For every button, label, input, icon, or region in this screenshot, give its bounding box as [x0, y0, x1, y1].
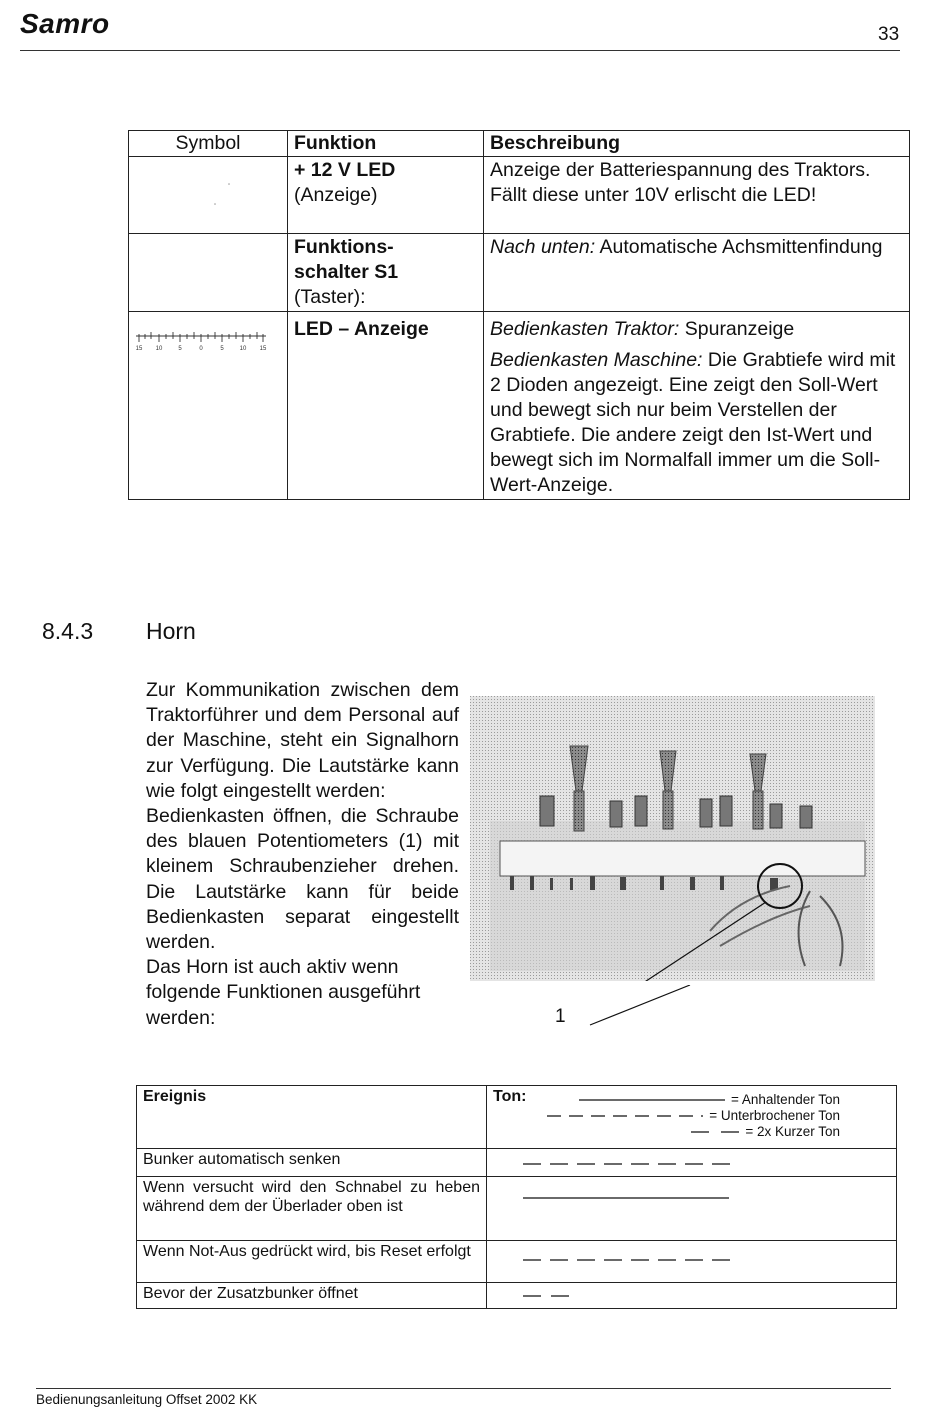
led-symbol-cell: [129, 157, 288, 234]
description-label: Bedienkasten Traktor:: [490, 318, 680, 340]
table-header-row: [129, 131, 910, 157]
event-cell: Wenn Not-Aus gedrückt wird, bis Reset erfolgt: [137, 1241, 487, 1283]
description-line: [490, 313, 903, 342]
brand-logo: Samro: [20, 8, 110, 39]
table-row: [137, 1149, 897, 1177]
tone-cell: [487, 1241, 897, 1283]
scale-label: 0: [199, 346, 203, 352]
footer-rule: [36, 1388, 891, 1389]
description-cell: Anzeige der Batteriespannung des Traktors. Fällt diese unter 10V erlischt die LED!: [484, 157, 910, 234]
legend-text: = 2x Kurzer Ton: [745, 1124, 840, 1139]
function-cell: [288, 157, 484, 234]
body-paragraph: Zur Kommunikation zwischen dem Traktorführer und dem Personal auf der Maschine, steht ein Signalhorn zur Verfügung. Die Lautstärke kann wie folgt eingestellt werden:: [146, 679, 459, 802]
legend-two-short: [545, 1124, 840, 1140]
function-subtitle: (Anzeige): [294, 184, 378, 206]
header-description: Beschreibung: [484, 131, 910, 157]
horn-event-table: [136, 1085, 897, 1309]
description-cell: [484, 234, 910, 312]
section-number: 8.4.3: [42, 618, 94, 644]
legend-continuous: [545, 1092, 840, 1108]
two-short-line-icon: [689, 1129, 741, 1135]
scale-label: 15: [135, 346, 143, 352]
interrupted-tone-icon: [493, 1242, 733, 1266]
tone-cell: [487, 1283, 897, 1309]
continuous-tone-icon: [493, 1178, 733, 1202]
event-cell: Bunker automatisch senken: [137, 1149, 487, 1177]
scale-label: 10: [239, 346, 247, 352]
table-row: [137, 1241, 897, 1283]
switch-symbol-cell: [129, 234, 288, 312]
table-row: [137, 1177, 897, 1241]
scale-label: 15: [259, 346, 267, 352]
header-event: Ereignis: [137, 1086, 487, 1149]
header-tone: [487, 1086, 897, 1149]
callout-number: 1: [555, 1006, 566, 1027]
function-title-cont: schalter S1: [294, 261, 399, 283]
continuous-line-icon: [577, 1097, 727, 1103]
two-short-tone-icon: [493, 1284, 733, 1302]
description-text: Spuranzeige: [679, 318, 795, 340]
led-icon: [135, 158, 255, 218]
header-symbol: Symbol: [129, 131, 288, 157]
description-label: Nach unten:: [490, 236, 596, 258]
description-cell: [484, 312, 910, 500]
table-header-row: [137, 1086, 897, 1149]
table-row: [129, 157, 910, 234]
description-text: Die Grabtiefe wird mit 2 Dioden angezeigt. Eine zeigt den Soll-Wert und bewegt sich nur beim Verstellen der Grabtiefe. Die andere zeigt den Ist-Wert und bewegt sich im Normalfall immer um die Soll-Wert-Anzeige.: [490, 349, 896, 496]
led-scale-icon: [131, 312, 271, 372]
tone-label: Ton:: [493, 1088, 527, 1105]
legend-interrupted: [545, 1108, 840, 1124]
symbol-table: [128, 130, 910, 500]
function-title: + 12 V LED: [294, 159, 396, 181]
description-paragraph: [490, 348, 903, 498]
interrupted-line-icon: [545, 1113, 705, 1119]
table-row: [129, 234, 910, 312]
table-row: [129, 312, 910, 500]
scale-symbol-cell: [129, 312, 288, 500]
page-number: 33: [878, 24, 900, 45]
scale-label: 5: [178, 346, 182, 352]
body-paragraph: Das Horn ist auch aktiv wenn folgende Funktionen ausgeführt werden:: [146, 956, 421, 1029]
scale-label: 10: [155, 346, 163, 352]
tone-cell: [487, 1149, 897, 1177]
event-cell: Wenn versucht wird den Schnabel zu heben während dem der Überlader oben ist: [137, 1177, 487, 1241]
function-title: LED – Anzeige: [294, 318, 429, 340]
function-subtitle: (Taster):: [294, 286, 366, 308]
description-label: Bedienkasten Maschine:: [490, 349, 703, 371]
footer-text: Bedienungsanleitung Offset 2002 KK: [36, 1392, 258, 1407]
table-row: [137, 1283, 897, 1309]
interrupted-tone-icon: [493, 1150, 733, 1170]
function-cell: [288, 312, 484, 500]
legend-text: = Anhaltender Ton: [731, 1092, 840, 1107]
scale-label: 5: [220, 346, 224, 352]
header-rule: [20, 50, 900, 51]
body-paragraph: Bedienkasten öffnen, die Schraube des blauen Potentiometers (1) mit kleinem Schraubenzieher drehen. Die Lautstärke kann für beide Bedienkasten separat eingestellt werden.: [146, 805, 459, 954]
tone-cell: [487, 1177, 897, 1241]
legend-text: = Unterbrochener Ton: [709, 1108, 840, 1123]
control-box-photo: [470, 696, 875, 981]
function-cell: [288, 234, 484, 312]
description-text: Automatische Achsmittenfindung: [595, 236, 883, 258]
section-title: Horn: [146, 618, 196, 644]
section-body: [146, 678, 459, 1031]
header-function: Funktion: [288, 131, 484, 157]
event-cell: Bevor der Zusatzbunker öffnet: [137, 1283, 487, 1309]
function-title: Funktions-: [294, 236, 394, 258]
callout-leader-ext: [585, 985, 695, 1030]
